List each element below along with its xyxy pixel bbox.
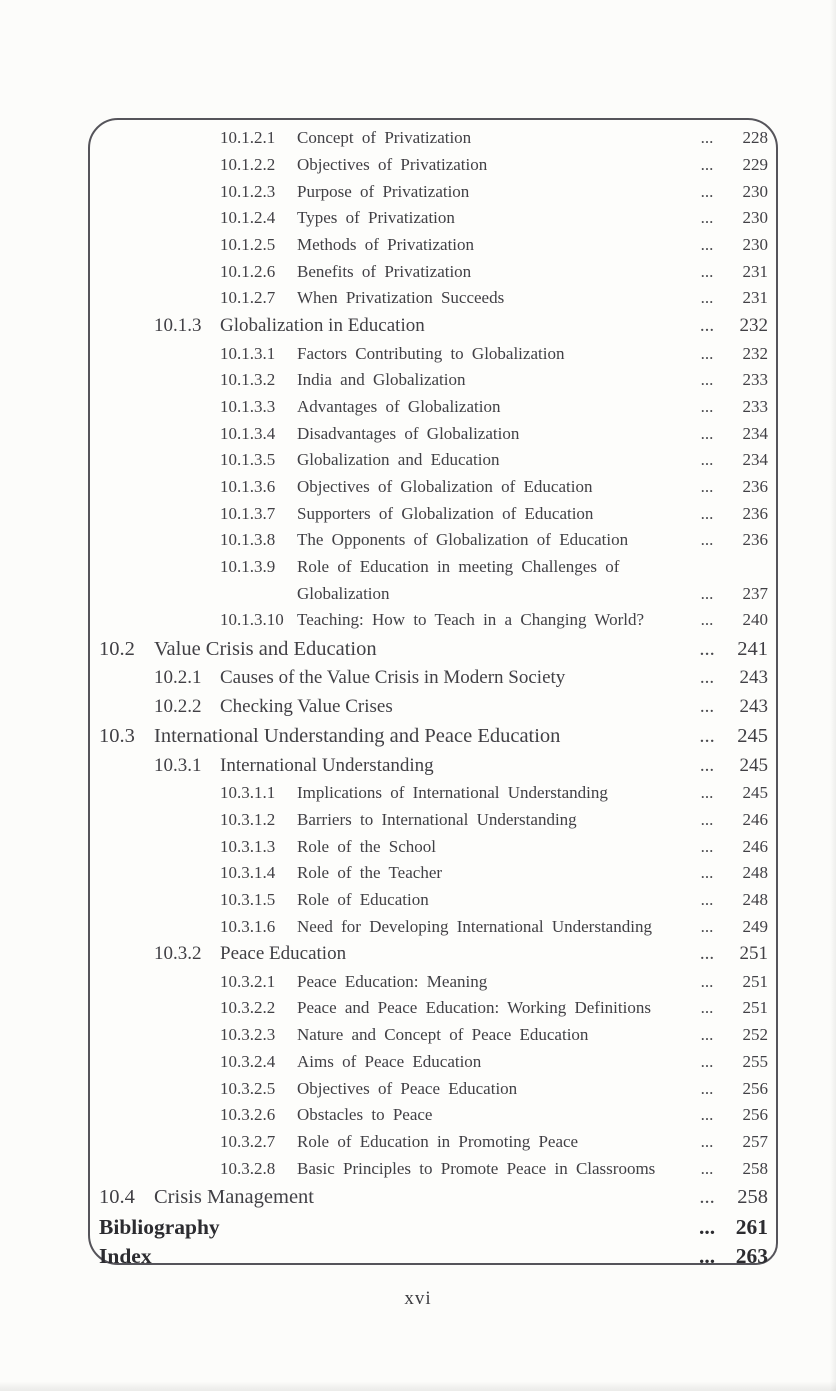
toc-entry-number: 10.3.1.1 [220,783,276,803]
toc-entry-number: 10.3.1.5 [220,890,276,910]
toc-leader-dots: ... [700,235,714,255]
toc-entry-title: Barriers to International Understanding [297,809,577,829]
toc-entry [99,833,768,860]
toc-leader-dots: ... [700,1025,714,1045]
toc-entry-title: Need for Developing International Understanding [297,916,652,936]
toc-entry-page: 228 [742,128,768,148]
toc-entry-title: Index [99,1244,152,1269]
toc-leader-dots: ... [700,809,714,829]
toc-leader-dots: ... [700,343,714,363]
toc-entry-title: Crisis Management [154,1185,314,1208]
toc-entry-title: Peace Education: Meaning [297,971,488,991]
toc-entry-number: 10.1.3.4 [220,423,276,443]
toc-leader-dots: ... [700,971,714,991]
toc-entry-page: 245 [737,724,768,747]
toc-entry-number: 10.2.2 [154,695,202,717]
toc-entry-number: 10.2 [99,637,135,660]
toc-leader-dots: ... [699,695,715,717]
toc-leader-dots: ... [700,836,714,856]
toc-entry-page: 230 [742,208,768,228]
toc-leader-dots: ... [699,637,715,660]
toc-entry [99,285,768,312]
toc-entry-page: 230 [742,181,768,201]
toc-leader-dots: ... [700,128,714,148]
toc-entry-title: Checking Value Crises [220,695,393,717]
toc-entry-page: 246 [742,836,768,856]
toc-entry-page: 233 [742,370,768,390]
toc-entry-page: 251 [739,943,768,965]
toc-entry [99,125,768,152]
toc-entry-title: Teaching: How to Teach in a Changing World? [297,610,645,630]
toc-leader-dots: ... [700,783,714,803]
toc-entry-page: 236 [742,530,768,550]
toc-entry [99,1129,768,1156]
toc-entry-number: 10.3.1.6 [220,916,276,936]
toc-entry-number: 10.1.3.6 [220,476,276,496]
toc-entry [99,1212,768,1242]
toc-entry-page: 241 [737,637,768,660]
toc-entry [99,367,768,394]
toc-entry-title: Value Crisis and Education [154,637,377,660]
toc-entry-page: 229 [742,155,768,175]
toc-entry-title: Role of the School [297,836,437,856]
toc-entry-number: 10.1.2.5 [220,235,276,255]
toc-entry-page: 237 [742,583,768,603]
toc-entry-title: International Understanding and Peace Education [154,724,561,747]
toc-leader-dots: ... [699,1185,715,1208]
toc-entry-title: Benefits of Privatization [297,261,472,281]
toc-entry-title: Peace Education [220,943,347,965]
toc-entry-number: 10.1.3.10 [220,610,284,630]
toc-entry-number: 10.1.2.3 [220,181,276,201]
toc-entry-number: 10.3.2.2 [220,998,276,1018]
toc-entry-number: 10.1.2.7 [220,288,276,308]
toc-entry [99,152,768,179]
toc-entry-number: 10.1.3.1 [220,343,276,363]
toc-leader-dots: ... [700,890,714,910]
toc-entry-page: 230 [742,235,768,255]
toc-entry [99,995,768,1022]
toc-entry-number: 10.3.1.3 [220,836,276,856]
toc-entry [99,1102,768,1129]
toc-entry [99,1022,768,1049]
toc-entry-title: Purpose of Privatization [297,181,470,201]
toc-entry-page: 257 [742,1131,768,1151]
toc-entry-page: 232 [739,315,768,336]
toc-leader-dots: ... [699,724,715,747]
toc-entry-title: Objectives of Peace Education [297,1078,518,1098]
toc-entry-page: 240 [742,610,768,630]
toc-entry [99,1242,768,1272]
toc-entry-number: 10.1.3.8 [220,530,276,550]
toc-entry [99,500,768,527]
toc-leader-dots: ... [700,530,714,550]
toc-entry-page: 236 [742,503,768,523]
toc-entry-title: Concept of Privatization [297,128,472,148]
toc-leader-dots: ... [699,943,715,965]
toc-entry-number: 10.1.2.4 [220,208,276,228]
toc-entry [99,178,768,205]
toc-entry-number: 10.3.2 [154,943,202,965]
toc-entry-number: 10.1.2.2 [220,155,276,175]
toc-leader-dots: ... [700,1078,714,1098]
toc-leader-dots: ... [700,916,714,936]
toc-entry-page: 256 [742,1105,768,1125]
toc-entry [99,664,768,692]
toc-entry-page: 236 [742,476,768,496]
toc-leader-dots: ... [699,315,715,336]
toc-entry-number: 10.1.3.7 [220,503,276,523]
toc-entry-page: 249 [742,916,768,936]
toc-entry [99,447,768,474]
toc-entry [99,887,768,914]
toc-entry-title: Advantages of Globalization [297,396,501,416]
toc-entry [99,968,768,995]
toc-entry-title: Factors Contributing to Globalization [297,343,565,363]
toc-entry [99,807,768,834]
toc-leader-dots: ... [700,423,714,443]
toc-entry [99,312,768,340]
toc-entry-number: 10.3.1.2 [220,809,276,829]
page-number-footer: xvi [404,1288,432,1309]
toc-entry [99,860,768,887]
toc-entry-number: 10.1.3.2 [220,370,276,390]
toc-entry-number: 10.3.1.4 [220,863,276,883]
toc-entry-page: 251 [742,998,768,1018]
toc-entry-title: International Understanding [220,754,434,776]
toc-entry-page: 243 [739,695,768,717]
toc-entry [99,340,768,367]
toc-entry [99,752,768,780]
toc-entry [99,634,768,665]
toc-entry-page: 251 [742,971,768,991]
toc-leader-dots: ... [700,1105,714,1125]
toc-entry [99,580,768,607]
toc-leader-dots: ... [700,155,714,175]
toc-entry-title: Objectives of Privatization [297,155,488,175]
toc-entry [99,1075,768,1102]
toc-entry-page: 248 [742,890,768,910]
toc-entry [99,913,768,940]
toc-leader-dots: ... [700,1051,714,1071]
toc-entry-page: 246 [742,809,768,829]
toc-entry-title: Role of the Teacher [297,863,443,883]
toc-entry [99,1182,768,1213]
toc-entry [99,420,768,447]
toc-entry [99,474,768,501]
toc-entry-page: 256 [742,1078,768,1098]
toc-entry-page: 252 [742,1025,768,1045]
toc-leader-dots: ... [700,396,714,416]
toc-entry-title: Supporters of Globalization of Education [297,503,594,523]
toc-entry-number: 10.3.2.6 [220,1105,276,1125]
toc-entry-number: 10.1.3 [154,315,202,336]
toc-entry-title: Implications of International Understanding [297,783,608,803]
toc-entry [99,780,768,807]
toc-entry-number: 10.3 [99,724,135,747]
toc-leader-dots: ... [700,450,714,470]
toc-entry-number: 10.1.3.3 [220,396,276,416]
toc-entry [99,205,768,232]
toc-entry-page: 245 [739,754,768,776]
toc-leader-dots: ... [700,1158,714,1178]
toc-panel [88,118,778,1269]
toc-entry-title: Globalization [297,583,390,603]
toc-entry-title: Causes of the Value Crisis in Modern Society [220,667,566,689]
toc-leader-dots: ... [700,261,714,281]
toc-entry-title: Objectives of Globalization of Education [297,476,593,496]
toc-leader-dots: ... [700,370,714,390]
toc-entry [99,232,768,259]
toc-entry [99,607,768,634]
toc-entry-title: Peace and Peace Education: Working Definitions [297,998,651,1018]
toc-entry-page: 231 [742,288,768,308]
toc-entry-title: India and Globalization [297,370,466,390]
toc-entry-title: Globalization and Education [297,450,500,470]
toc-entry-title: Globalization in Education [220,315,425,336]
toc-entry-number: 10.3.2.8 [220,1158,276,1178]
toc-entry-page: 232 [742,343,768,363]
toc-entry [99,394,768,421]
toc-entry [99,693,768,721]
toc-list [99,125,768,1271]
toc-leader-dots: ... [700,288,714,308]
toc-entry [99,554,768,581]
toc-entry-title: Methods of Privatization [297,235,475,255]
toc-leader-dots: ... [700,503,714,523]
toc-leader-dots: ... [698,1214,716,1239]
toc-entry [99,527,768,554]
toc-entry-title: Obstacles to Peace [297,1105,433,1125]
toc-entry-title: Role of Education [297,890,429,910]
toc-entry-page: 258 [737,1185,768,1208]
toc-entry-number: 10.1.2.1 [220,128,276,148]
toc-leader-dots: ... [699,667,715,689]
toc-entry-page: 258 [742,1158,768,1178]
toc-leader-dots: ... [700,476,714,496]
toc-entry-page: 245 [742,783,768,803]
toc-entry-number: 10.3.2.5 [220,1078,276,1098]
toc-entry-page: 231 [742,261,768,281]
toc-entry-title: Role of Education in Promoting Peace [297,1131,579,1151]
toc-entry-page: 234 [742,450,768,470]
toc-leader-dots: ... [699,754,715,776]
toc-entry-page: 263 [735,1244,768,1269]
toc-entry-number: 10.3.2.7 [220,1131,276,1151]
toc-entry-number: 10.3.2.1 [220,971,276,991]
toc-entry-page: 233 [742,396,768,416]
toc-entry-number: 10.1.2.6 [220,261,276,281]
toc-entry-title: When Privatization Succeeds [297,288,505,308]
toc-leader-dots: ... [700,1131,714,1151]
toc-leader-dots: ... [700,208,714,228]
toc-entry-number: 10.3.2.4 [220,1051,276,1071]
toc-entry [99,940,768,968]
toc-entry [99,258,768,285]
toc-entry-page: 234 [742,423,768,443]
toc-leader-dots: ... [700,583,714,603]
toc-entry-title: Bibliography [99,1214,220,1239]
toc-entry-page: 243 [739,667,768,689]
toc-leader-dots: ... [700,610,714,630]
toc-entry-number: 10.2.1 [154,667,202,689]
toc-leader-dots: ... [698,1244,716,1269]
toc-entry-title: Types of Privatization [297,208,455,228]
toc-entry-number: 10.4 [99,1185,135,1208]
toc-entry-title: Role of Education in meeting Challenges of [297,557,620,577]
toc-leader-dots: ... [700,998,714,1018]
toc-entry-title: Nature and Concept of Peace Education [297,1025,589,1045]
toc-entry-title: Disadvantages of Globalization [297,423,520,443]
toc-entry-number: 10.3.1 [154,754,202,776]
toc-entry-number: 10.3.2.3 [220,1025,276,1045]
toc-entry [99,1155,768,1182]
toc-entry-title: Basic Principles to Promote Peace in Classrooms [297,1158,656,1178]
toc-entry [99,721,768,752]
toc-entry-title: Aims of Peace Education [297,1051,482,1071]
toc-entry-page: 255 [742,1051,768,1071]
toc-entry-number: 10.1.3.5 [220,450,276,470]
toc-entry-number: 10.1.3.9 [220,557,276,577]
toc-entry-page: 261 [735,1214,768,1239]
toc-entry-title: The Opponents of Globalization of Education [297,530,629,550]
toc-entry [99,1049,768,1076]
toc-entry-page: 248 [742,863,768,883]
toc-leader-dots: ... [700,863,714,883]
toc-leader-dots: ... [700,181,714,201]
